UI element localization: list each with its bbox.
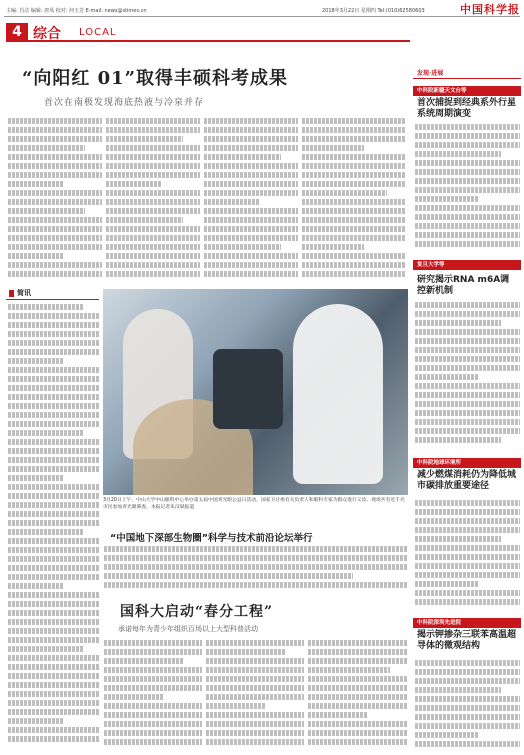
story3-headline: 国科大启动“春分工程” xyxy=(120,604,274,620)
section-english: LOCAL xyxy=(79,27,117,38)
right-item-1-body xyxy=(415,124,520,254)
right-item-1-headline: 首次捕捉到经典系外行星系统周期演变 xyxy=(417,98,517,119)
lead-body-col-4 xyxy=(302,118,406,283)
lead-subhead: 首次在南极发现海底热液与冷泉并存 xyxy=(44,98,205,108)
discovery-progress-tag: 发现·进展 xyxy=(413,68,521,79)
tag-marker-icon xyxy=(9,290,14,297)
lead-headline: “向阳红 01”取得丰硕科考成果 xyxy=(22,68,289,89)
right-item-3-body xyxy=(415,500,520,610)
lead-body-col-1 xyxy=(8,118,102,283)
right-item-4-tag: 中科院深圳先进院 xyxy=(413,618,521,628)
story3-body-col-1 xyxy=(104,640,202,750)
right-item-2-body xyxy=(415,302,520,450)
right-item-2-headline: 研究揭示RNA m6A调控新机制 xyxy=(417,275,510,296)
story2-body xyxy=(104,546,408,596)
news-photo xyxy=(103,289,408,495)
photo-doctor xyxy=(293,304,383,484)
right-item-3-headline: 减少燃煤消耗仍为降低城市碳排放重要途径 xyxy=(417,470,517,491)
photo-caption: 3月20日上午，中山大学中山眼科中心举办第五届中国青光眼公益日活动，国家卫计委有关负责人和眼科专家为群众进行义诊。现场共有近千名市民参加青光眼筛查。本报记者朱汉斌报道 xyxy=(103,498,405,510)
section-number: 4 xyxy=(6,23,28,41)
lead-body-col-2 xyxy=(106,118,200,283)
story3-body-col-3 xyxy=(308,640,408,750)
brief-tag xyxy=(6,288,99,300)
brief-tag-label: 简讯 xyxy=(17,289,31,297)
story3-body-col-2 xyxy=(206,640,304,750)
masthead-logo: 中国科学报 xyxy=(460,3,520,16)
right-item-3-tag: 中科院地球环境所 xyxy=(413,458,521,468)
right-item-4-body xyxy=(415,660,520,750)
brief-body xyxy=(8,304,99,749)
right-item-2-tag: 复旦大学等 xyxy=(413,260,521,270)
page-header xyxy=(4,3,520,17)
right-item-4-headline: 揭示钾掺杂三联苯高温超导体的微观结构 xyxy=(417,630,517,651)
story2-headline: “中国地下深部生物圈”科学与技术前沿论坛举行 xyxy=(110,533,313,544)
section-heading xyxy=(6,22,410,42)
right-item-1-tag: 中科院新疆天文台等 xyxy=(413,86,521,96)
editor-info: 主编: 肖洁 编辑: 唐凤 校对: 何玉芳 E-mail: news@stimes.cn xyxy=(6,8,147,14)
lead-body-col-3 xyxy=(204,118,298,283)
section-title: 综合 xyxy=(33,26,61,42)
story3-subhead: 承诺每年为青少年组织百场以上大型科普活动 xyxy=(118,625,258,633)
photo-eye-instrument xyxy=(213,349,283,429)
issue-date: 2018年3月22日 星期四 Tel:(010)62580603 xyxy=(322,8,425,14)
